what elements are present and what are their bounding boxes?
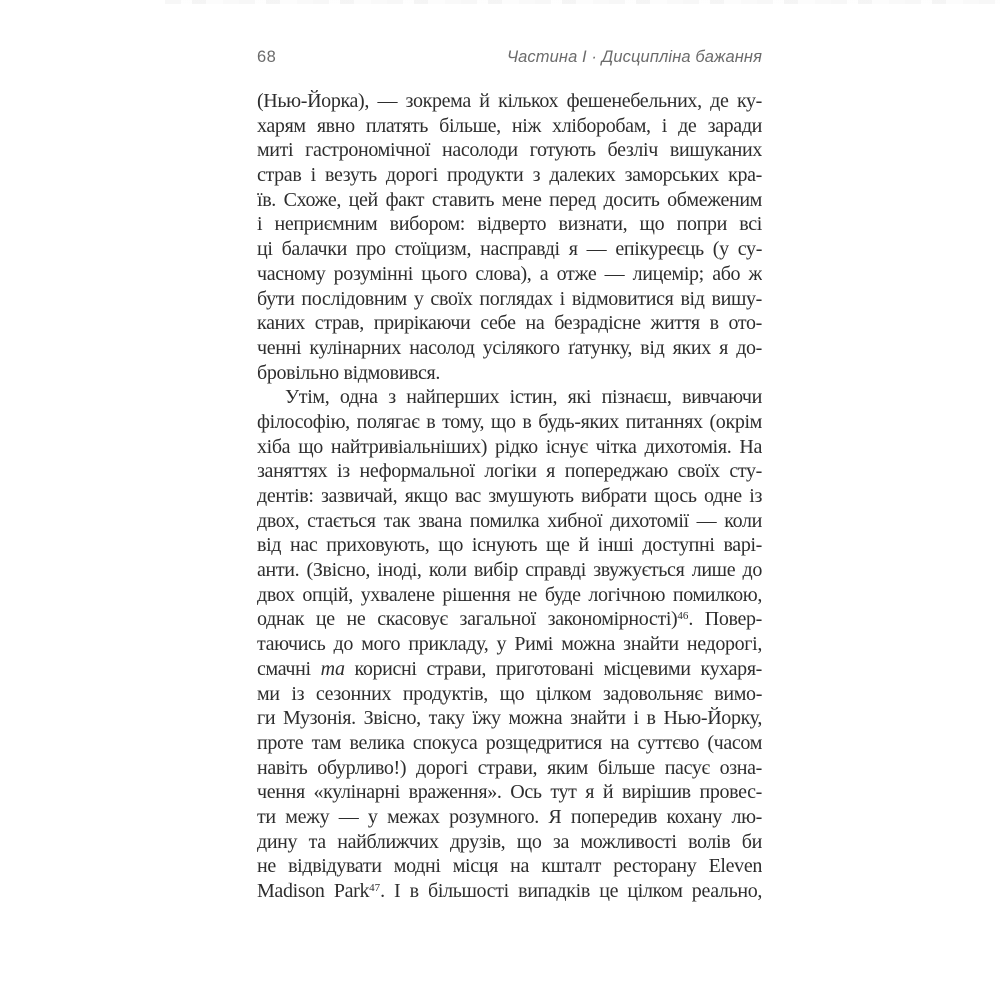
- text-line: проте там велика спокуса розщедритися на суттєво (часом: [257, 731, 762, 754]
- text-line: ги Музонія. Звісно, таку їжу можна знайти і в Нью-Йорку,: [257, 707, 762, 730]
- text-line: часному розумінні цього слова), а отже — лицемір; або ж: [257, 262, 762, 285]
- text-line: ці балачки про стоїцизм, насправді я — епікуреєць (у су-: [257, 238, 762, 261]
- text-line: їв. Схоже, цей факт ставить мене перед досить обмеженим: [257, 188, 762, 211]
- text-line: не відвідувати модні місця на кшталт ресторану Eleven: [257, 855, 762, 878]
- page-number: 68: [257, 48, 277, 66]
- text-line: ми із сезонних продуктів, що цілком задовольняє вимо-: [257, 682, 762, 705]
- text-line: чення «кулінарні враження». Ось тут я й вирішив провес-: [257, 781, 762, 804]
- text-line: таючись до мого прикладу, у Римі можна знайти недорогі,: [257, 633, 762, 656]
- text-line: заняттях із неформальної логіки я попереджаю своїх сту-: [257, 460, 762, 483]
- paragraph: [257, 89, 762, 385]
- text-line: однак це не скасовує загальної закономірності)$^{46}$. Повер-: [257, 608, 762, 631]
- text-column: [257, 89, 762, 904]
- page-header: [257, 48, 762, 72]
- paragraph: [257, 385, 762, 903]
- text-line: Утім, одна з найперших істин, які пізнаєш, вивчаючи: [285, 386, 762, 409]
- text-line: смачні та корисні страви, приготовані місцевими кухаря-: [257, 657, 762, 680]
- scan-edge-artifact: [165, 0, 1000, 4]
- text-line: (Нью-Йорка), — зокрема й кількох фешенебельних, де ку-: [257, 90, 762, 112]
- text-line: двох опцій, ухвалене рішення не буде логічною помилкою,: [257, 583, 762, 606]
- text-line: двох, стається так звана помилка хибної дихотомії — коли: [257, 509, 762, 532]
- text-line: і неприємним вибором: відверто визнати, що попри всі: [257, 213, 762, 236]
- text-line: від нас приховують, що існують ще й інші доступні варі-: [257, 534, 762, 557]
- text-line: бровільно відмовився.: [257, 361, 441, 384]
- text-line: навіть обурливо!) дорогі страви, яким більше пасує озна-: [257, 756, 762, 779]
- text-line: дину та найближчих друзів, що за можливості волів би: [257, 830, 762, 853]
- text-line: страв і везуть дорогі продукти з далеких заморських кра-: [257, 164, 762, 187]
- text-line: каних страв, прирікаючи себе на безрадісне життя в ото-: [257, 312, 762, 335]
- text-line: бути послідовним у своїх поглядах і відмовитися від вишу-: [257, 287, 762, 310]
- text-line: Madison Park$^{47}$. І в більшості випадків це цілком реально,: [257, 880, 762, 902]
- text-line: ченні кулінарних насолод усілякого ґатунку, від яких я до-: [257, 336, 762, 359]
- text-line: харям явно платять більше, ніж хліборобам, і де заради: [257, 114, 762, 137]
- text-line: ти межу — у межах розумного. Я попередив кохану лю-: [257, 805, 762, 828]
- text-line: дентів: зазвичай, якщо вас змушують вибрати щось одне із: [257, 485, 762, 507]
- running-head: Частина I · Дисципліна бажання: [506, 48, 762, 66]
- text-line: анти. (Звісно, іноді, коли вибір справді звужується лише до: [257, 559, 762, 582]
- text-line: миті гастрономічної насолоди готують безліч вишуканих: [257, 139, 762, 162]
- text-line: хіба що найтривіальніших) рідко існує чітка дихотомія. На: [257, 435, 762, 458]
- text-line: філософію, полягає в тому, що в будь-яких питаннях (окрім: [257, 410, 762, 433]
